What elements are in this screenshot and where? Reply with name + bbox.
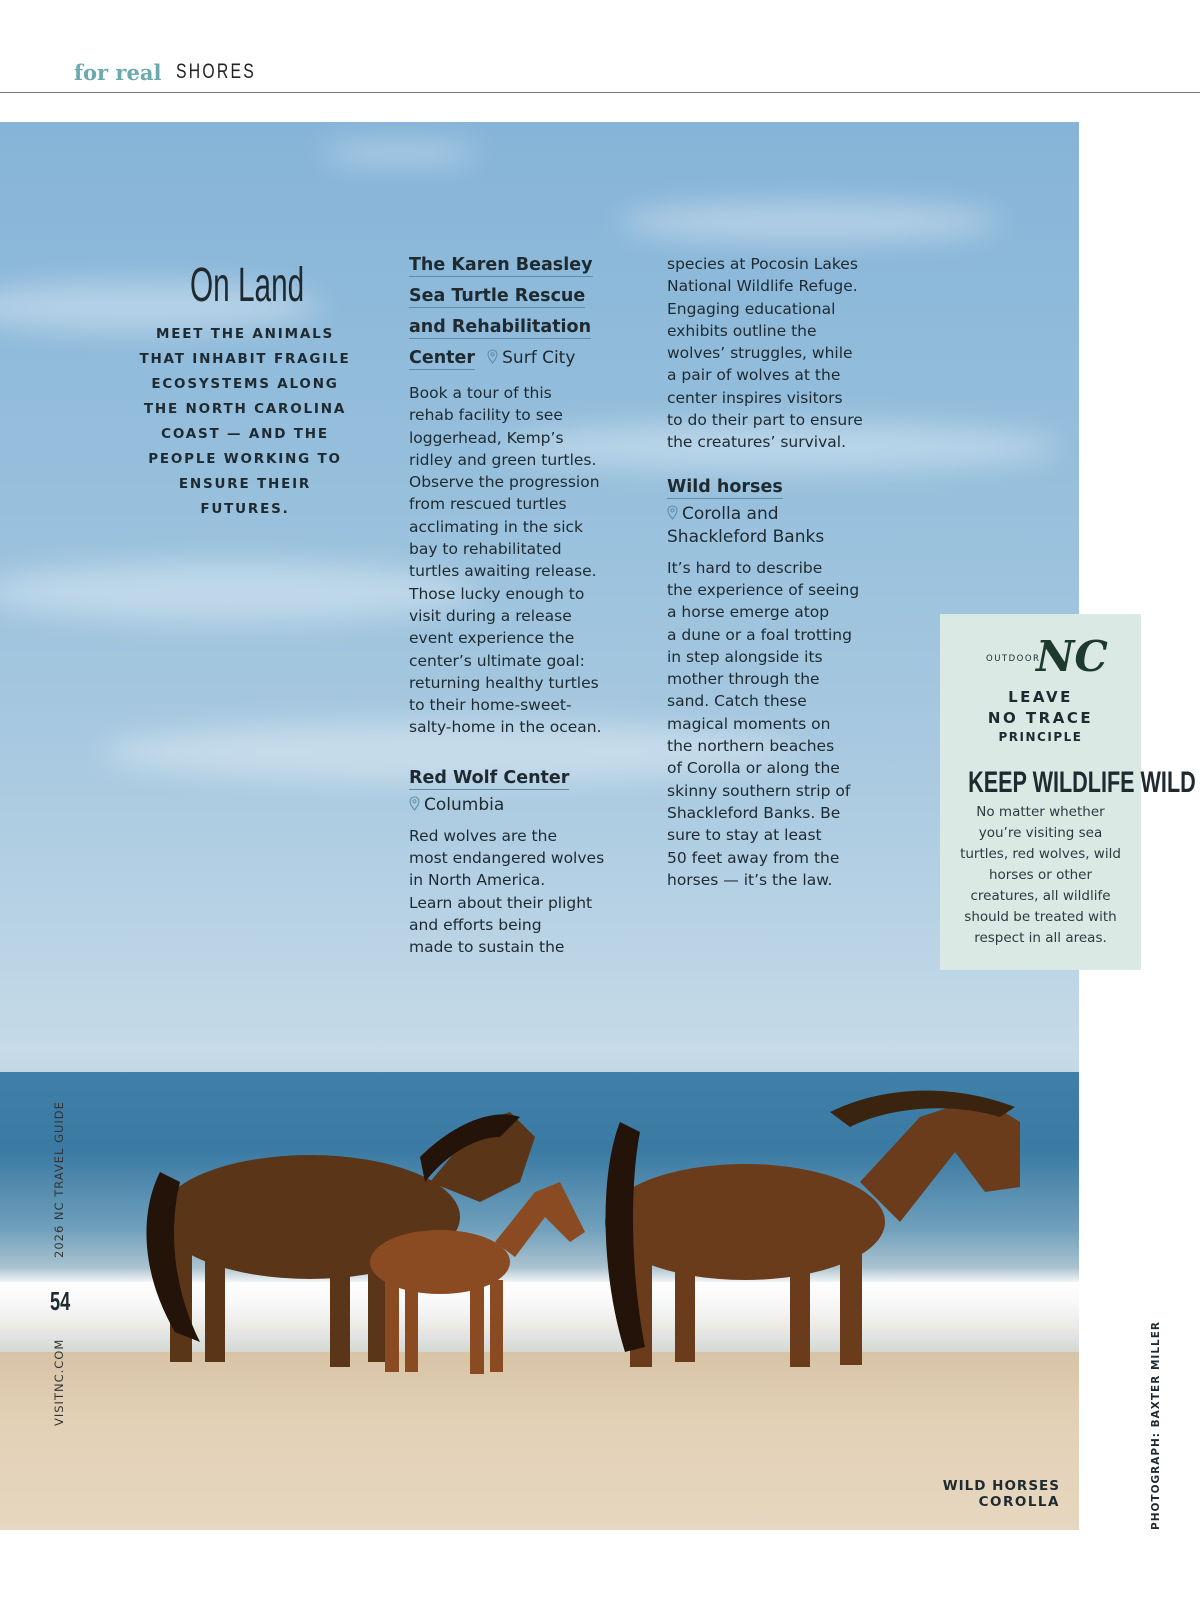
page-header xyxy=(0,0,1200,93)
title-line: LEAVE xyxy=(1008,688,1073,706)
body-line: National Wildlife Refuge. xyxy=(667,277,858,296)
location-text: Shackleford Banks xyxy=(667,526,825,547)
body-line: center’s ultimate goal: xyxy=(409,651,585,670)
body-line: salty-home in the ocean. xyxy=(409,718,602,737)
article-column-1 xyxy=(409,250,614,959)
body-line: ridley and green turtles. xyxy=(409,450,597,469)
body-line: most endangered wolves xyxy=(409,849,605,868)
body-line: Book a tour of this xyxy=(409,384,552,402)
article-heading-wild-horses xyxy=(667,472,882,503)
body-line: Engaging educational xyxy=(667,299,836,318)
article-location xyxy=(409,794,614,817)
leave-no-trace-title xyxy=(940,687,1141,729)
body-line: visit during a release xyxy=(409,606,572,625)
brand-wordmark: for real xyxy=(74,60,162,85)
feature-subtitle: MEET THE ANIMALS THAT INHABIT FRAGILE ECOSYSTEMS ALONG THE NORTH CAROLINA COAST — AND THE PEOPLE WORKING TO ENSURE THEIR FUTURES. xyxy=(139,326,351,517)
body-line: Observe the progression xyxy=(409,473,600,492)
sidebar-heading: KEEP WILDLIFE WILD xyxy=(968,766,1196,799)
location-text: Columbia xyxy=(424,794,505,815)
body-line: from rescued turtles xyxy=(409,495,567,514)
body-line: acclimating in the sick xyxy=(409,517,584,536)
principle-label: PRINCIPLE xyxy=(998,730,1083,744)
body-line: a dune or a foal trotting xyxy=(667,625,852,644)
body-line: the northern beaches xyxy=(667,737,835,756)
article-location xyxy=(487,348,575,368)
article-heading-sea-turtle xyxy=(409,250,614,374)
body-line: horses — it’s the law. xyxy=(667,870,833,889)
heading-line: Center xyxy=(409,348,476,368)
article-body-red-wolf-continued xyxy=(667,253,882,454)
photo-caption xyxy=(943,1478,1060,1510)
map-pin-icon xyxy=(487,349,498,364)
article-body-wild-horses xyxy=(667,557,882,891)
heading-line: Sea Turtle Rescue xyxy=(409,286,586,306)
body-line: exhibits outline the xyxy=(667,321,817,340)
body-line: in step alongside its xyxy=(667,647,823,666)
heading-line: and Rehabilitation xyxy=(409,317,592,337)
article-body-sea-turtle xyxy=(409,382,614,739)
article-column-2 xyxy=(667,253,882,891)
body-line: Shackleford Banks. Be xyxy=(667,803,841,822)
body-line: to do their part to ensure xyxy=(667,411,863,430)
section-label: SHORES xyxy=(176,60,257,83)
body-line: Red wolves are the xyxy=(409,826,557,845)
heading-line: Red Wolf Center xyxy=(409,767,570,788)
body-line: It’s hard to describe xyxy=(667,558,823,577)
body-line: the experience of seeing xyxy=(667,580,860,599)
folio-site: VISITNC.COM xyxy=(52,1338,66,1426)
sidebar-body: No matter whether you’re visiting sea turtles, red wolves, wild horses or other creatures, all wildlife should be treated with respect in all areas. xyxy=(960,804,1121,946)
article-heading-red-wolf xyxy=(409,763,614,794)
body-line: wolves’ struggles, while xyxy=(667,344,853,363)
caption-title: WILD HORSES xyxy=(942,1478,1060,1494)
feature-title: On Land xyxy=(190,259,305,312)
heading-line: Wild horses xyxy=(667,476,783,497)
body-line: skinny southern strip of xyxy=(667,781,851,800)
body-line: Those lucky enough to xyxy=(409,584,585,603)
body-line: sand. Catch these xyxy=(667,692,807,711)
body-line: of Corolla or along the xyxy=(667,759,840,778)
body-line: returning healthy turtles xyxy=(409,673,599,692)
body-line: 50 feet away from the xyxy=(667,848,840,867)
body-line: the creatures’ survival. xyxy=(667,433,847,452)
logo-small-text: OUTDOOR xyxy=(986,654,1041,664)
article-body-red-wolf xyxy=(409,825,614,959)
leave-no-trace-sidebar xyxy=(940,614,1196,970)
body-line: species at Pocosin Lakes xyxy=(667,255,858,273)
body-line: a pair of wolves at the xyxy=(667,366,841,385)
map-pin-icon xyxy=(409,796,420,811)
body-line: event experience the xyxy=(409,629,575,648)
map-pin-icon xyxy=(667,505,678,520)
title-line: NO TRACE xyxy=(987,709,1094,727)
body-line: a horse emerge atop xyxy=(667,603,830,622)
photo-credit: PHOTOGRAPH: BAXTER MILLER xyxy=(1150,1321,1162,1530)
body-line: and efforts being xyxy=(409,915,542,934)
article-location xyxy=(667,503,882,549)
folio-guide: 2026 NC TRAVEL GUIDE xyxy=(52,1101,66,1258)
body-line: Learn about their plight xyxy=(409,893,593,912)
location-text: Surf City xyxy=(502,348,576,368)
body-line: to their home-sweet- xyxy=(409,696,572,715)
body-line: mother through the xyxy=(667,670,820,689)
body-line: rehab facility to see xyxy=(409,406,563,425)
body-line: loggerhead, Kemp’s xyxy=(409,428,564,447)
body-line: center inspires visitors xyxy=(667,388,843,407)
body-line: bay to rehabilitated xyxy=(409,540,562,559)
caption-location: COROLLA xyxy=(978,1494,1060,1510)
body-line: magical moments on xyxy=(667,714,831,733)
body-line: in North America. xyxy=(409,871,546,890)
body-line: turtles awaiting release. xyxy=(409,562,597,581)
body-line: made to sustain the xyxy=(409,938,565,957)
heading-line: The Karen Beasley xyxy=(409,255,593,275)
outdoor-nc-logo xyxy=(986,632,1108,682)
logo-big-text: NC xyxy=(1036,632,1108,681)
page-number: 54 xyxy=(50,1286,71,1316)
location-text: Corolla and xyxy=(682,503,779,524)
body-line: sure to stay at least xyxy=(667,826,822,845)
